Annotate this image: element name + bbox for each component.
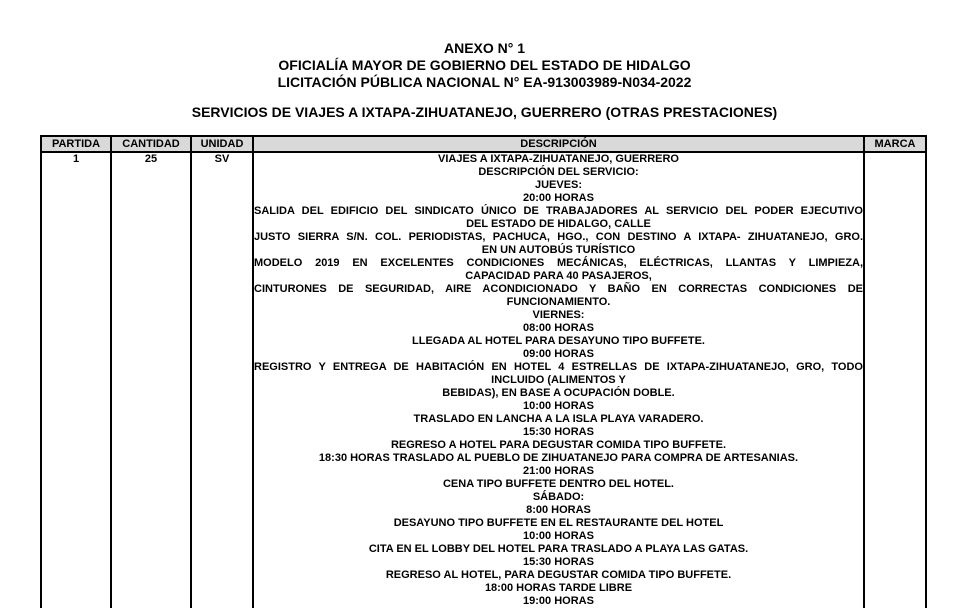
desc-line: 21:00 HORAS bbox=[523, 465, 594, 477]
desc-line: DEL ESTADO DE HIDALGO, CALLE bbox=[466, 218, 651, 230]
desc-line: 15:30 HORAS bbox=[523, 426, 594, 438]
desc-line: VIAJES A IXTAPA-ZIHUATANEJO, GUERRERO bbox=[437, 153, 679, 165]
desc-line: 10:00 HORAS bbox=[523, 400, 594, 412]
desc-line: LLEGADA AL HOTEL PARA DESAYUNO TIPO BUFFETE. bbox=[412, 335, 705, 347]
cell-partida: 1 bbox=[41, 152, 111, 608]
desc-line: MODELO 2019 EN EXCELENTES CONDICIONES MECÁNICAS, ELÉCTRICAS, LLANTAS Y LIMPIEZA, bbox=[254, 257, 863, 269]
desc-line: JUEVES: bbox=[534, 179, 583, 191]
annex-table bbox=[40, 135, 927, 608]
desc-line: CINTURONES DE SEGURIDAD, AIRE ACONDICIONADO Y BAÑO EN CORRECTAS CONDICIONES DE bbox=[254, 283, 863, 295]
desc-line: DESCRIPCIÓN DEL SERVICIO: bbox=[478, 166, 639, 178]
desc-line: CENA TIPO BUFFETE DENTRO DEL HOTEL. bbox=[442, 478, 674, 490]
desc-line: EN UN AUTOBÚS TURÍSTICO bbox=[481, 244, 636, 256]
desc-line: SALIDA DEL EDIFICIO DEL SINDICATO ÚNICO DE TRABAJADORES AL SERVICIO DEL PODER EJECUTIVO bbox=[254, 205, 863, 217]
column-header-unidad: UNIDAD bbox=[191, 136, 253, 152]
column-header-partida: PARTIDA bbox=[41, 136, 111, 152]
column-header-cantidad: CANTIDAD bbox=[111, 136, 191, 152]
column-header-marca: MARCA bbox=[864, 136, 926, 152]
column-header-descripcion: DESCRIPCIÓN bbox=[253, 136, 864, 152]
desc-line: INCLUIDO (ALIMENTOS Y bbox=[491, 374, 626, 386]
desc-line: 08:00 HORAS bbox=[523, 322, 594, 334]
desc-line: JUSTO SIERRA S/N. COL. PERIODISTAS, PACHUCA, HGO., CON DESTINO A IXTAPA- ZIHUATANEJO, GRO. bbox=[254, 231, 863, 243]
desc-line: 8:00 HORAS bbox=[526, 504, 591, 516]
annex-title: ANEXO N° 1 bbox=[443, 40, 526, 56]
desc-line: VIERNES: bbox=[532, 309, 585, 321]
document-subtitle: SERVICIOS DE VIAJES A IXTAPA-ZIHUATANEJO, GUERRERO (OTRAS PRESTACIONES) bbox=[191, 104, 778, 120]
desc-line: FUNCIONAMIENTO. bbox=[506, 296, 611, 308]
desc-line: CITA EN EL LOBBY DEL HOTEL PARA TRASLADO A PLAYA LAS GATAS. bbox=[368, 543, 749, 555]
desc-line: TRASLADO EN LANCHA A LA ISLA PLAYA VARADERO. bbox=[413, 413, 704, 425]
desc-line: 10:00 HORAS bbox=[523, 530, 594, 542]
desc-line: 18:30 HORAS TRASLADO AL PUEBLO DE ZIHUATANEJO PARA COMPRA DE ARTESANIAS. bbox=[318, 452, 799, 464]
table-row bbox=[41, 152, 926, 608]
cell-unidad: SV bbox=[191, 152, 253, 608]
cell-marca bbox=[864, 152, 926, 608]
desc-line: DESAYUNO TIPO BUFFETE EN EL RESTAURANTE DEL HOTEL bbox=[393, 517, 724, 529]
desc-line: 20:00 HORAS bbox=[523, 192, 594, 204]
desc-line: REGRESO A HOTEL PARA DEGUSTAR COMIDA TIPO BUFFETE. bbox=[390, 439, 727, 451]
agency-name: OFICIALÍA MAYOR DE GOBIERNO DEL ESTADO DE HIDALGO bbox=[278, 57, 691, 73]
desc-line: CAPACIDAD PARA 40 PASAJEROS, bbox=[465, 270, 652, 282]
table-header-row bbox=[41, 136, 926, 152]
tender-number: LICITACIÓN PÚBLICA NACIONAL N° EA-913003989-N034-2022 bbox=[277, 74, 692, 90]
cell-descripcion bbox=[253, 152, 864, 608]
desc-line: BEBIDAS), EN BASE A OCUPACIÓN DOBLE. bbox=[442, 387, 675, 399]
cell-cantidad: 25 bbox=[111, 152, 191, 608]
desc-line: SÁBADO: bbox=[532, 491, 585, 503]
desc-line: 15:30 HORAS bbox=[523, 556, 594, 568]
desc-line: 09:00 HORAS bbox=[523, 348, 594, 360]
desc-line: 18:00 HORAS TARDE LIBRE bbox=[484, 582, 633, 594]
desc-line: 19:00 HORAS bbox=[523, 595, 594, 607]
desc-line: REGRESO AL HOTEL, PARA DEGUSTAR COMIDA TIPO BUFFETE. bbox=[385, 569, 732, 581]
desc-line: REGISTRO Y ENTREGA DE HABITACIÓN EN HOTEL 4 ESTRELLAS DE IXTAPA-ZIHUATANEJO, GRO, TODO bbox=[254, 361, 863, 373]
